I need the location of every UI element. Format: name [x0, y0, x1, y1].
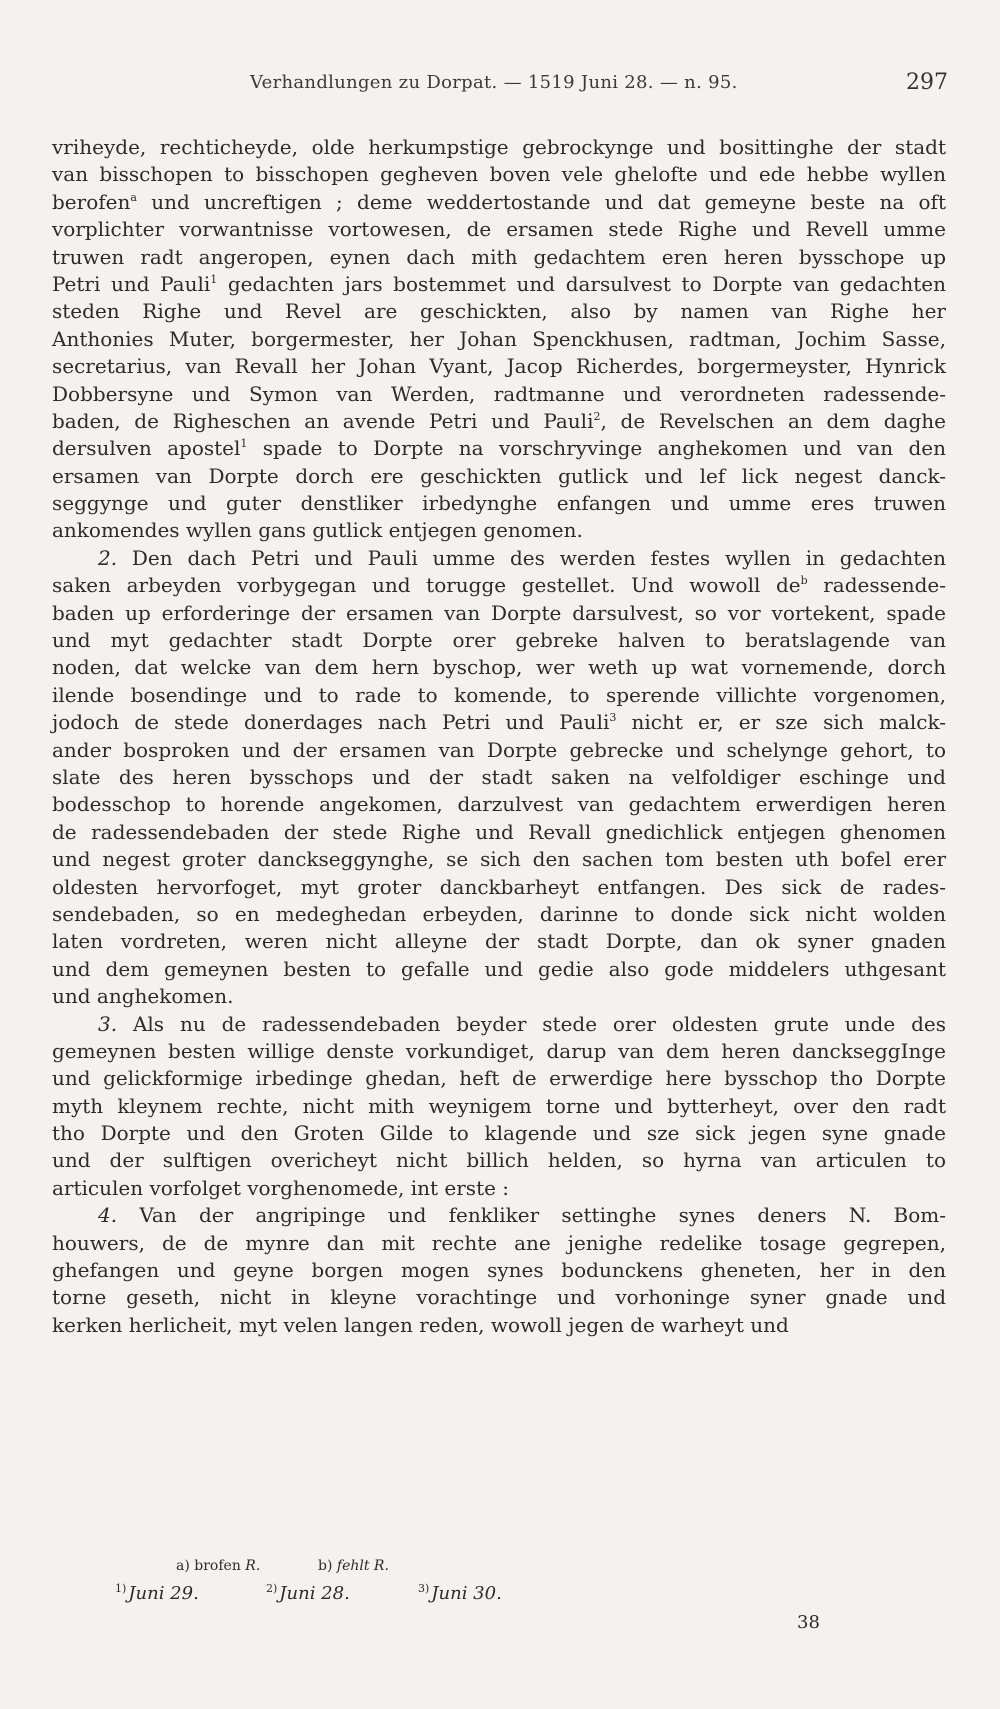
text-line: steden Righe und Revel are geschickten, also by namen van Righe her: [52, 299, 946, 324]
text-line: tho Dorpte und den Groten Gilde to klagende und sze sick jegen syne gnade: [52, 1121, 946, 1146]
text-line: de radessendebaden der stede Righe und Revall gnedichlick entjegen ghenomen: [52, 819, 946, 844]
footnote-3-mark: 3): [418, 1582, 430, 1595]
footnote-a-text: brofen: [194, 1558, 241, 1574]
footnote-1: [115, 1582, 199, 1604]
running-header: [0, 72, 1000, 102]
footnote-b-text: fehlt R.: [336, 1558, 389, 1574]
text-line: 2. Den dach Petri und Pauli umme des werden festes wyllen in gedachten: [98, 545, 946, 570]
text-line: ghefangen und geyne borgen mogen synes bodunckens gheneten, her in den: [52, 1258, 946, 1283]
footnote-1-text: Juni 29.: [128, 1583, 199, 1604]
note-marker: 2: [593, 409, 601, 423]
note-marker: a: [130, 190, 137, 204]
paragraph-3: [52, 1011, 946, 1203]
text-line: berofen$^a$ und uncreftigen ; deme weddertostande und dat gemeyne beste na oft: [52, 189, 946, 214]
text-line: ander bosproken und der ersamen van Dorpte gebrecke und schelynge gehort, to: [52, 737, 946, 762]
text-line: und myt gedachter stadt Dorpte orer gebreke halven to beratslagende van: [52, 628, 946, 653]
footnote-2-mark: 2): [266, 1582, 278, 1595]
text-line: gemeynen besten willige denste vorkundiget, darup van dem heren danckseggInge: [52, 1038, 946, 1063]
note-marker: 3: [609, 711, 617, 725]
paragraph-1: [52, 134, 946, 545]
text-line: myth kleynem rechte, nicht mith weynigem torne und bytterheyt, over den radt: [52, 1093, 946, 1118]
footnote-1-mark: 1): [115, 1582, 127, 1595]
text-line: noden, dat welcke van dem hern byschop, wer weth up wat vornemende, dorch: [52, 655, 946, 680]
paragraph-4: [52, 1202, 946, 1339]
footnote-a: [176, 1558, 260, 1574]
section-number: 4.: [98, 1203, 140, 1228]
text-line: truwen radt angeropen, eynen dach mith gedachtem eren heren bysschope up: [52, 244, 946, 269]
paragraph-2: [52, 545, 946, 1011]
text-line: kerken herlicheit, myt velen langen reden, wowoll jegen de warheyt und: [52, 1312, 789, 1337]
section-number: 3.: [98, 1011, 133, 1036]
text-line: sendebaden, so en medeghedan erbeyden, darinne to donde sick nicht wolden: [52, 901, 946, 926]
text-line: und negest groter danckseggynghe, se sich den sachen tom besten uth bofel erer: [52, 847, 946, 872]
note-marker: b: [800, 574, 808, 588]
text-line: ankomendes wyllen gans gutlick entjegen genomen.: [52, 518, 583, 543]
text-line: baden up erforderinge der ersamen van Dorpte darsulvest, so vor vortekent, spade: [52, 600, 946, 625]
text-line: secretarius, van Revall her Johan Vyant, Jacop Richerdes, borgermeyster, Hynrick: [52, 354, 946, 379]
note-marker: 1: [210, 272, 218, 286]
text-line: Anthonies Muter, borgermester, her Johan Spenckhusen, radtman, Jochim Sasse,: [52, 326, 946, 351]
text-line: vriheyde, rechticheyde, olde herkumpstige gebrockynge und bosittinghe der stadt: [52, 135, 946, 159]
footnote-b: [318, 1558, 389, 1574]
text-line: 4. Van der angripinge und fenkliker settinghe synes deners N. Bom-: [98, 1203, 946, 1228]
text-line: dersulven apostel$^1$ spade to Dorpte na vorschryvinge anghekomen und van den: [52, 436, 946, 461]
text-line: slate des heren bysschops und der stadt saken na velfoldiger eschinge und: [52, 764, 946, 789]
page-number: 297: [906, 70, 948, 95]
footnote-3: [418, 1582, 502, 1604]
text-line: bodesschop to horende angekomen, darzulvest van gedachtem erwerdigen heren: [52, 792, 946, 817]
text-line: jodoch de stede donerdages nach Petri und Pauli$^3$ nicht er, er sze sich malck-: [52, 710, 946, 735]
text-line: ersamen van Dorpte dorch ere geschickten gutlick und lef lick negest danck-: [52, 463, 946, 488]
text-line: und anghekomen.: [52, 984, 234, 1009]
text-line: saken arbeyden vorbygegan und torugge gestellet. Und wowoll $de^b$ radessende-: [52, 573, 946, 598]
footnote-b-mark: b): [318, 1558, 333, 1574]
text-line: ilende bosendinge und to rade to komende, to sperende villichte vorgenomen,: [52, 682, 946, 707]
footnote-a-mark: a): [176, 1558, 190, 1574]
text-line: und der sulftigen overicheyt nicht billich helden, so hyrna van articulen to: [52, 1148, 946, 1173]
text-line: torne geseth, nicht in kleyne vorachtinge und vorhoninge syner gnade und: [52, 1285, 946, 1310]
text-line: baden, de Righeschen an avende Petri und Pauli$^2$, de Revelschen an dem daghe: [52, 408, 946, 433]
main-text: [52, 134, 946, 1339]
text-line: van bisschopen to bisschopen gegheven boven vele ghelofte und ede hebbe wyllen: [52, 162, 946, 187]
text-line: und gelickformige irbedinge ghedan, heft de erwerdige here bysschop tho Dorpte: [52, 1066, 946, 1091]
footnote-3-text: Juni 30.: [431, 1583, 502, 1604]
text-line: articulen vorfolget vorghenomede, int erste :: [52, 1175, 510, 1200]
note-marker: 1: [240, 437, 248, 451]
text-line: vorplichter vorwantnisse vortowesen, de ersamen stede Righe und Revell umme: [52, 217, 946, 242]
text-line: und dem gemeynen besten to gefalle und gedie also gode middelers uthgesant: [52, 956, 946, 981]
footnote-2: [266, 1582, 350, 1604]
text-line: seggynge und guter denstliker irbedynghe enfangen und umme eres truwen: [52, 491, 946, 516]
text-line: houwers, de de mynre dan mit rechte ane jenighe redelike tosage gegrepen,: [52, 1230, 946, 1255]
text-line: Dobbersyne und Symon van Werden, radtmanne und verordneten radessende-: [52, 381, 946, 406]
footnote-2-text: Juni 28.: [279, 1583, 350, 1604]
text-line: oldesten hervorfoget, myt groter danckbarheyt entfangen. Des sick de rades-: [52, 874, 946, 899]
running-title: Verhandlungen zu Dorpat. — 1519 Juni 28. — n. 95.: [250, 72, 738, 93]
sheet-signature: 38: [797, 1612, 820, 1633]
text-line: laten vordreten, weren nicht alleyne der stadt Dorpte, dan ok syner gnaden: [52, 929, 946, 954]
text-line: 3. Als nu de radessendebaden beyder stede orer oldesten grute unde des: [98, 1011, 946, 1036]
text-line: Petri und Pauli$^1$ gedachten jars bostemmet und darsulvest to Dorpte van gedachten: [52, 271, 946, 296]
footnote-a-source: R.: [245, 1558, 261, 1574]
section-number: 2.: [98, 545, 132, 570]
